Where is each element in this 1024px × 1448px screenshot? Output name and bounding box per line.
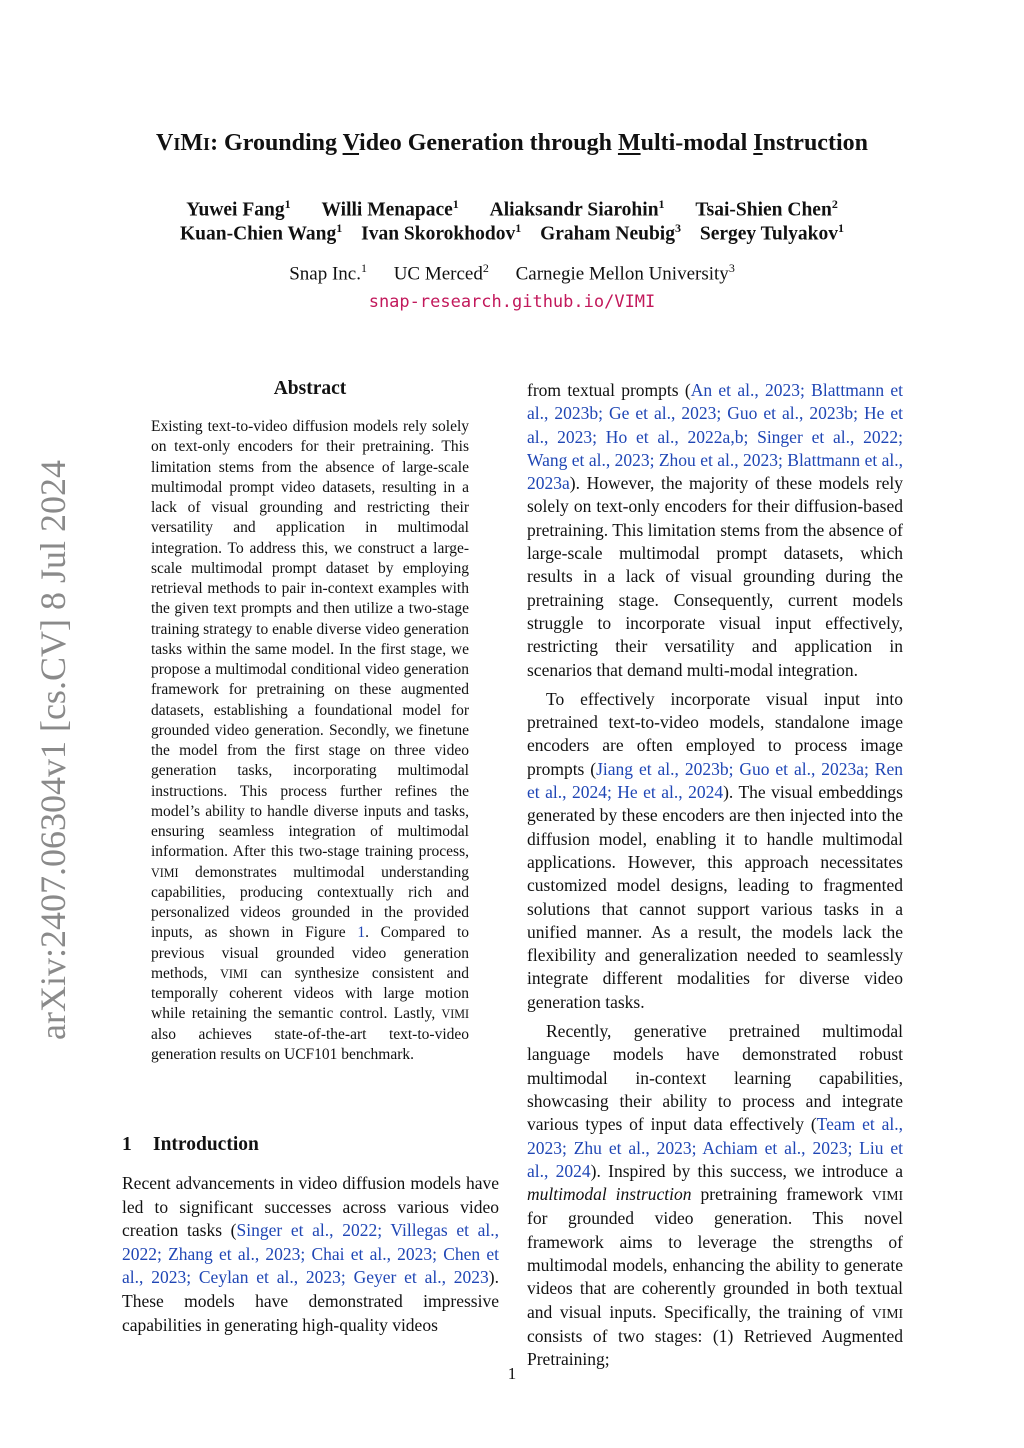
citation-link[interactable]: Singer et al., 2022; Villegas et al., 2022; Zhang et al., 2023; Chai et al., 2023; Chen et al., 2023; Ceylan et al., 2023; Geyer et al., 2023: [122, 1220, 499, 1288]
authors-row-1: [0, 197, 1024, 222]
citation-link[interactable]: An et al., 2023; Blattmann et al., 2023b; Ge et al., 2023; Guo et al., 2023b; He et al., 2023; Ho et al., 2022a,b; Singer et al., 2022; Wang et al., 2023; Zhou et al., 2023; Blattmann et al., 2023a: [527, 380, 903, 494]
author: Sergey Tulyakov$^1$: [699, 221, 845, 245]
arxiv-stamp: arXiv:2407.06304v1 [cs.CV] 8 Jul 2024: [33, 460, 73, 1040]
paragraph: To effectively incorporate visual input into pretrained text-to-video models, standalone image encoders are often employed to process image prompts (Jiang et al., 2023b; Guo et al., 2023a; Ren et al., 2024; He et al., 2024). The visual embeddings generated by these encoders are then injected into the diffusion model, enabling it to handle multimodal applications. However, this approach necessitates customized model designs, leading to fragmented solutions that cannot support various tasks in a unified manner. As a result, the models lack the flexibility and generalization needed to seamlessly integrate different modalities for diverse video generation tasks.: [527, 688, 903, 1012]
author: Aliaksandr Siarohin$^1$: [489, 197, 665, 221]
author: Graham Neubig$^3$: [540, 221, 681, 245]
citation-link[interactable]: Team et al., 2023; Zhu et al., 2023; Achiam et al., 2023; Liu et al., 2024: [527, 1114, 904, 1181]
project-url-link[interactable]: snap-research.github.io/VIMI: [368, 292, 656, 312]
affiliations: [0, 261, 1024, 285]
affiliation: Snap Inc.$^1$: [289, 261, 367, 285]
right-column: [527, 379, 903, 1377]
citation-link[interactable]: Jiang et al., 2023b; Guo et al., 2023a; Ren et al., 2024; He et al., 2024: [527, 758, 903, 803]
figure-ref-link[interactable]: 1: [357, 924, 366, 942]
author: Tsai-Shien Chen$^2$: [695, 197, 838, 221]
author: Ivan Skorokhodov$^1$: [361, 221, 522, 245]
paragraph: from textual prompts (An et al., 2023; Blattmann et al., 2023b; Ge et al., 2023; Guo et al., 2023b; He et al., 2023; Ho et al., 2022a,b; Singer et al., 2022; Wang et al., 2023; Zhou et al., 2023; Blattmann et al., 2023a). However, the majority of these models rely solely on text-only encoders for their diffusion-based pretraining. This limitation stems from the absence of large-scale multimodal prompt datasets, which results in a lack of visual grounding during the pretraining stage. Consequently, current models struggle to incorporate visual input effectively, restricting their versatility and application in scenarios that demand multi-modal integration.: [527, 380, 903, 680]
authors-row-2: [0, 221, 1024, 246]
intro-paragraph-left: Recent advancements in video diffusion models have led to significant successes across various video creation tasks (Singer et al., 2022; Villegas et al., 2022; Zhang et al., 2023; Chai et al., 2023; Chen et al., 2023; Ceylan et al., 2023; Geyer et al., 2023). These models have demonstrated impressive capabilities in generating high-quality videos: [122, 1173, 499, 1335]
author: Willi Menapace$^1$: [321, 197, 459, 221]
author: Kuan-Chien Wang$^1$: [179, 221, 343, 245]
page-number: 1: [507, 1364, 517, 1383]
section-heading-introduction: 1 Introduction: [122, 1134, 259, 1155]
abstract-body: Existing text-to-video diffusion models rely solely on text-only encoders for their pretraining. This limitation stems from the absence of large-scale multimodal prompt video datasets, resulting in a lack of visual grounding and restricting their versatility and application in multimodal integration. To address this, we construct a large-scale multimodal prompt dataset by employing retrieval methods to pair in-context examples with the given text prompts and then utilize a two-stage training strategy to enable diverse video generation tasks within the same model. In the first stage, we propose a multimodal conditional video generation framework for pretraining on these augmented datasets, establishing a foundational model for grounded video generation. Secondly, we finetune the model from the first stage on three video generation tasks, incorporating multimodal instructions. This process further refines the model’s ability to handle diverse inputs and tasks, ensuring seamless integration of multimodal information. After this two-stage training process, VIMI demonstrates multimodal understanding capabilities, producing contextually rich and personalized videos grounded in the provided inputs, as shown in Figure 1. Compared to previous visual grounded video generation methods, VIMI can synthesize consistent and temporally coherent videos with large motion while retaining the semantic control. Lastly, VIMI also achieves state-of-the-art text-to-video generation results on UCF101 benchmark.: [151, 418, 470, 1063]
paper-title: VIMI: Grounding Video Generation through Multi-modal Instruction: [156, 130, 868, 156]
paragraph: Recently, generative pretrained multimodal language models have demonstrated robust multimodal in-context learning capabilities, showcasing their ability to process and integrate various types of input data effectively (Team et al., 2023; Zhu et al., 2023; Achiam et al., 2023; Liu et al., 2024). Inspired by this success, we introduce a multimodal instruction pretraining framework VIMI for grounded video generation. This novel framework aims to leverage the strengths of multimodal models, enhancing the ability to generate videos that are coherently grounded in both textual and visual inputs. Specifically, the training of VIMI consists of two stages: (1) Retrieved Augmented Pretraining;: [527, 1021, 904, 1370]
affiliation: Carnegie Mellon University$^3$: [515, 261, 735, 285]
author: Yuwei Fang$^1$: [186, 197, 291, 221]
affiliation: UC Merced$^2$: [393, 261, 489, 285]
abstract-heading: Abstract: [273, 378, 347, 399]
